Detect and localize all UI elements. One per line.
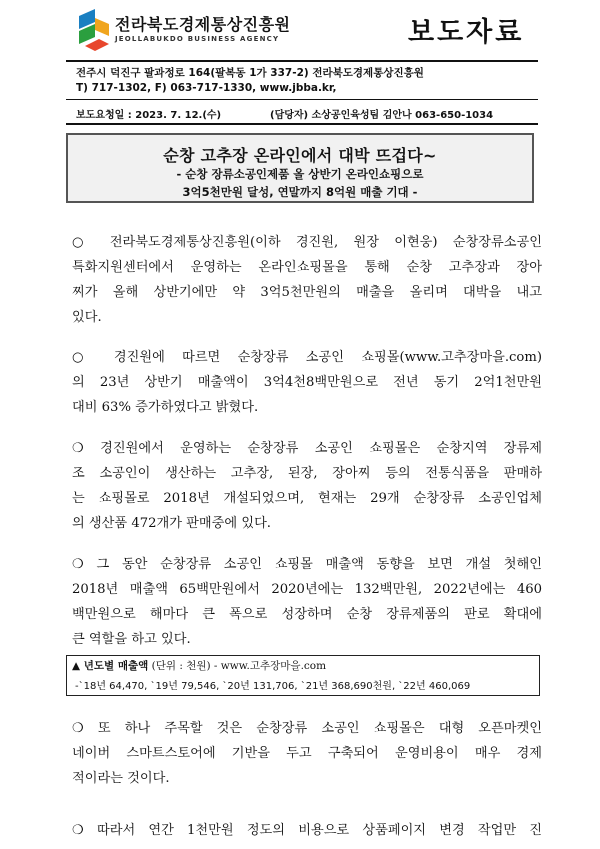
agency-phone-fax-web: T) 717-1302, F) 063-717-1330, www.jbba.kr, bbox=[76, 82, 337, 94]
paragraph-line: 조 소공인이 생산하는 고추장, 된장, 장아찌 등의 전통식품을 판매하 bbox=[72, 466, 542, 481]
paragraph-line: ○ 경진원에 따르면 순창장류 소공인 쇼핑몰(www.고추장마을.com) bbox=[72, 350, 542, 365]
paragraph-2 bbox=[72, 345, 542, 420]
subheadline-line-1: - 순창 장류소공인제품 올 상반기 온라인쇼핑으로 bbox=[176, 167, 424, 181]
headline: 순창 고추장 온라인에서 대박 뜨겁다~ bbox=[163, 146, 437, 165]
annual-sales-heading-row bbox=[72, 658, 326, 673]
contact-block bbox=[66, 62, 538, 98]
paragraph-line: 대비 63% 증가하였다고 밝혔다. bbox=[72, 400, 259, 415]
paragraph-line: 백만원으로 해마다 큰 폭으로 성장하며 순창 장류제품의 판로 확대에 bbox=[72, 607, 542, 622]
paragraph-6 bbox=[72, 818, 542, 843]
annual-sales-heading: ▲ 년도별 매출액 bbox=[72, 660, 149, 672]
paragraph-line: 적이라는 것이다. bbox=[72, 771, 170, 786]
paragraph-line: ❍ 그 동안 순창장류 소공인 쇼핑몰 매출액 동향을 보면 개설 첫해인 bbox=[72, 557, 542, 572]
agency-address: 전주시 덕진구 팔과정로 164(팔복동 1가 337-2) 전라북도경제통상진흥원 bbox=[76, 67, 424, 79]
divider-mid bbox=[66, 99, 538, 100]
paragraph-line: 2018년 매출액 65백만원에서 2020년에는 132백만원, 2022년에는 460 bbox=[72, 582, 542, 597]
paragraph-line: ❍ 따라서 연간 1천만원 정도의 비용으로 상품페이지 변경 작업만 진 bbox=[72, 823, 542, 838]
annual-sales-values: -`18년 64,470, `19년 79,546, `20년 131,706, `21년 368,690천원, `22년 460,069 bbox=[75, 681, 471, 692]
paragraph-line: ❍ 경진원에서 운영하는 순창장류 소공인 쇼핑몰은 순창지역 장류제 bbox=[72, 441, 542, 456]
contact-person: (담당자) 소상공인육성팀 김안나 063-650-1034 bbox=[270, 110, 494, 121]
paragraph-line: 는 쇼핑몰로 2018년 개설되었으며, 현재는 29개 순창장류 소공인업체 bbox=[72, 491, 542, 506]
paragraph-line: 의 생산품 472개가 판매중에 있다. bbox=[72, 516, 271, 531]
agency-name-korean: 전라북도경제통상진흥원 bbox=[115, 15, 291, 34]
paragraph-3 bbox=[72, 436, 542, 536]
paragraph-line: 의 23년 상반기 매출액이 3억4천8백만원으로 전년 동기 2억1천만원 bbox=[72, 375, 542, 390]
subheadline-line-2: 3억5천만원 달성, 연말까지 8억원 매출 기대 - bbox=[182, 185, 418, 199]
paragraph-line: 찌가 올해 상반기에만 약 3억5천만원의 매출을 올리며 대박을 내고 bbox=[72, 285, 542, 300]
agency-name-english: JEOLLABUKDO BUSINESS AGENCY bbox=[115, 35, 280, 43]
paragraph-line: 있다. bbox=[72, 310, 102, 325]
divider-bottom bbox=[66, 123, 538, 125]
agency-logo-icon bbox=[77, 8, 111, 52]
report-request-row bbox=[66, 101, 538, 123]
report-request-date: 보도요청일 : 2023. 7. 12.(수) bbox=[76, 110, 222, 121]
paragraph-line: 큰 역할을 하고 있다. bbox=[72, 632, 191, 647]
annual-sales-unit-note: (단위 : 천원) - www.고추장마을.com bbox=[151, 660, 327, 672]
paragraph-1 bbox=[72, 230, 542, 330]
paragraph-line: 특화지원센터에서 운영하는 온라인쇼핑몰을 통해 순창 고추장과 장아 bbox=[72, 260, 542, 275]
page-header bbox=[0, 0, 600, 62]
paragraph-line: ○ 전라북도경제통상진흥원(이하 경진원, 원장 이현웅) 순창장류소공인 bbox=[72, 235, 542, 250]
paragraph-line: 네이버 스마트스토어에 기반을 두고 구축되어 운영비용이 매우 경제 bbox=[72, 746, 542, 761]
annual-sales-box bbox=[66, 655, 540, 696]
document-type-title: 보도자료 bbox=[408, 17, 525, 48]
paragraph-4 bbox=[72, 552, 542, 652]
paragraph-5 bbox=[72, 716, 542, 791]
headline-box bbox=[66, 133, 534, 203]
paragraph-line: ❍ 또 하나 주목할 것은 순창장류 소공인 쇼핑몰은 대형 오픈마켓인 bbox=[72, 721, 542, 736]
